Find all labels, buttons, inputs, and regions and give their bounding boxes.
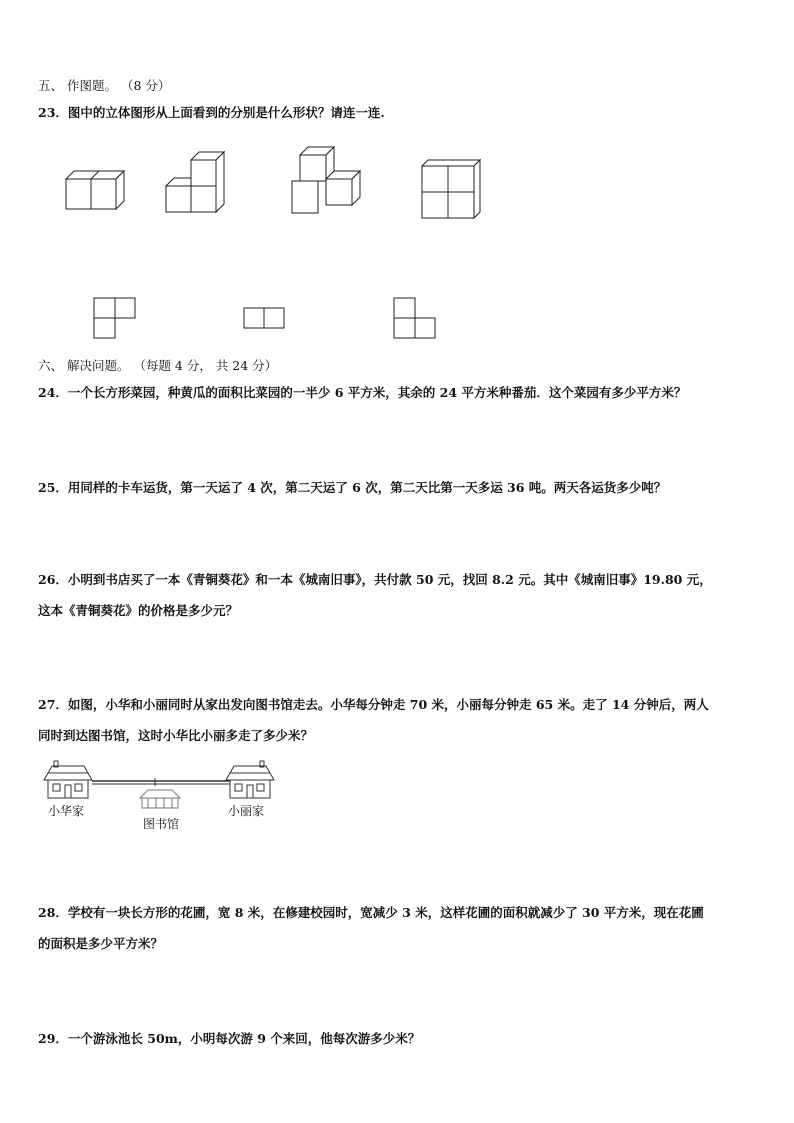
question-24-text: 24．一个长方形菜园，种黄瓜的面积比菜园的一半少 6 平方米，其余的 24 平方米种番茄．这个菜园有多少平方米？ [38,385,687,400]
solid-figure-2 [164,150,228,214]
label-library: 图书馆 [143,817,180,831]
label-xiaoli-home: 小丽家 [228,804,265,818]
section-6-heading: 六、 解决问题。 （每题 4 分， 共 24 分） [38,358,278,373]
top-view-shape-2 [243,307,287,331]
top-view-shape-3 [392,297,438,341]
question-25-text: 25．用同样的卡车运货，第一天运了 4 次，第二天运了 6 次，第二天比第一天多运 36 吨。两天各运货多少吨？ [38,480,667,495]
solid-figure-3 [290,145,362,217]
top-view-shape-1 [92,297,138,341]
question-27-line-2: 同时到达图书馆，这时小华比小丽多走了多少米？ [38,728,314,743]
question-26-line-2: 这本《青铜葵花》的价格是多少元？ [38,603,239,618]
question-28-line-2: 的面积是多少平方米？ [38,936,164,951]
question-27-line-1: 27．如图，小华和小丽同时从家出发向图书馆走去。小华每分钟走 70 米，小丽每分钟走 65 米。走了 14 分钟后，两人 [38,697,709,712]
solid-figure-1 [62,165,128,213]
question-23-text: 23．图中的立体图形从上面看到的分别是什么形状？请连一连. [38,105,385,120]
question-26-line-1: 26．小明到书店买了一本《青铜葵花》和一本《城南旧事》，共付款 50 元，找回 8.2 元。其中《城南旧事》19.80 元， [38,572,712,587]
library-icon [140,778,180,808]
solid-figure-4 [420,158,484,220]
xiaoli-house-icon [226,761,274,798]
label-xiaohua-home: 小华家 [48,804,85,818]
xiaohua-house-icon [44,761,92,798]
section-5-heading: 五、 作图题。 （8 分） [38,78,171,93]
question-28-line-1: 28．学校有一块长方形的花圃，宽 8 米，在修建校园时，宽减少 3 米，这样花圃的面积就减少了 30 平方米，现在花圃 [38,905,704,920]
question-29-text: 29．一个游泳池长 50m，小明每次游 9 个来回，他每次游多少米？ [38,1031,421,1046]
